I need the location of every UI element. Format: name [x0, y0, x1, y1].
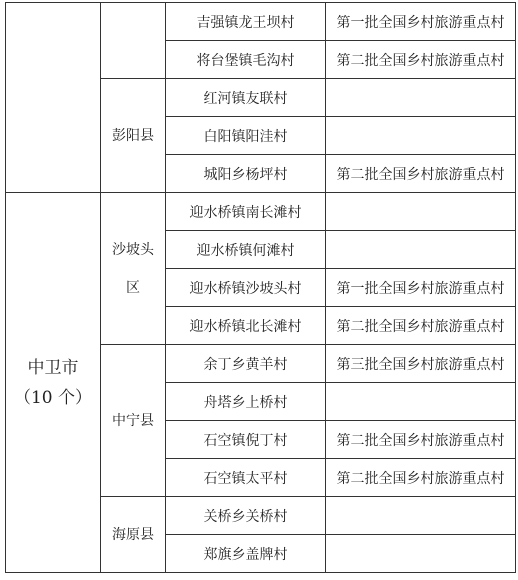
tag-cell: [326, 193, 516, 231]
village-cell: 将台堡镇毛沟村: [166, 41, 326, 79]
village-cell: 迎水桥镇北长滩村: [166, 307, 326, 345]
tag-cell: 第一批全国乡村旅游重点村: [326, 3, 516, 41]
tag-cell: 第二批全国乡村旅游重点村: [326, 41, 516, 79]
tag-cell: 第二批全国乡村旅游重点村: [326, 459, 516, 497]
county-name: 中宁县: [111, 412, 154, 429]
county-cell-pengyang: [101, 79, 166, 193]
tag-cell: 第二批全国乡村旅游重点村: [326, 155, 516, 193]
village-cell: 红河镇友联村: [166, 79, 326, 117]
tag-cell: [326, 79, 516, 117]
county-name: 沙坡头区: [111, 241, 154, 296]
village-cell: 吉强镇龙王坝村: [166, 3, 326, 41]
village-cell: 迎水桥镇南长滩村: [166, 193, 326, 231]
village-cell: 舟塔乡上桥村: [166, 383, 326, 421]
tag-cell: 第二批全国乡村旅游重点村: [326, 421, 516, 459]
city-count: （10 个）: [13, 387, 93, 408]
village-cell: 石空镇倪丁村: [166, 421, 326, 459]
county-name: 彭阳县: [111, 127, 154, 144]
county-cell-prev: [101, 3, 166, 79]
tag-cell: 第三批全国乡村旅游重点村: [326, 345, 516, 383]
tag-cell: [326, 497, 516, 535]
tag-cell: [326, 535, 516, 573]
county-name: 海原县: [111, 526, 154, 543]
village-cell: 城阳乡杨坪村: [166, 155, 326, 193]
tag-cell: [326, 383, 516, 421]
village-cell: 迎水桥镇沙坡头村: [166, 269, 326, 307]
tag-cell: [326, 231, 516, 269]
city-cell-prev: [6, 3, 101, 193]
county-cell-zhongning: [101, 345, 166, 497]
village-cell: 白阳镇阳洼村: [166, 117, 326, 155]
village-cell: 关桥乡关桥村: [166, 497, 326, 535]
tag-cell: 第二批全国乡村旅游重点村: [326, 307, 516, 345]
county-cell-shapotou: [101, 193, 166, 345]
tag-cell: 第一批全国乡村旅游重点村: [326, 269, 516, 307]
tag-cell: [326, 117, 516, 155]
table-row: [6, 3, 516, 41]
city-cell-zhongwei: [6, 193, 101, 573]
village-table: [5, 2, 516, 573]
village-cell: 石空镇太平村: [166, 459, 326, 497]
village-cell: 迎水桥镇何滩村: [166, 231, 326, 269]
table-row: [6, 193, 516, 231]
village-cell: 郑旗乡盖牌村: [166, 535, 326, 573]
city-name: 中卫市: [27, 357, 79, 378]
county-cell-haiyuan: [101, 497, 166, 573]
village-cell: 余丁乡黄羊村: [166, 345, 326, 383]
